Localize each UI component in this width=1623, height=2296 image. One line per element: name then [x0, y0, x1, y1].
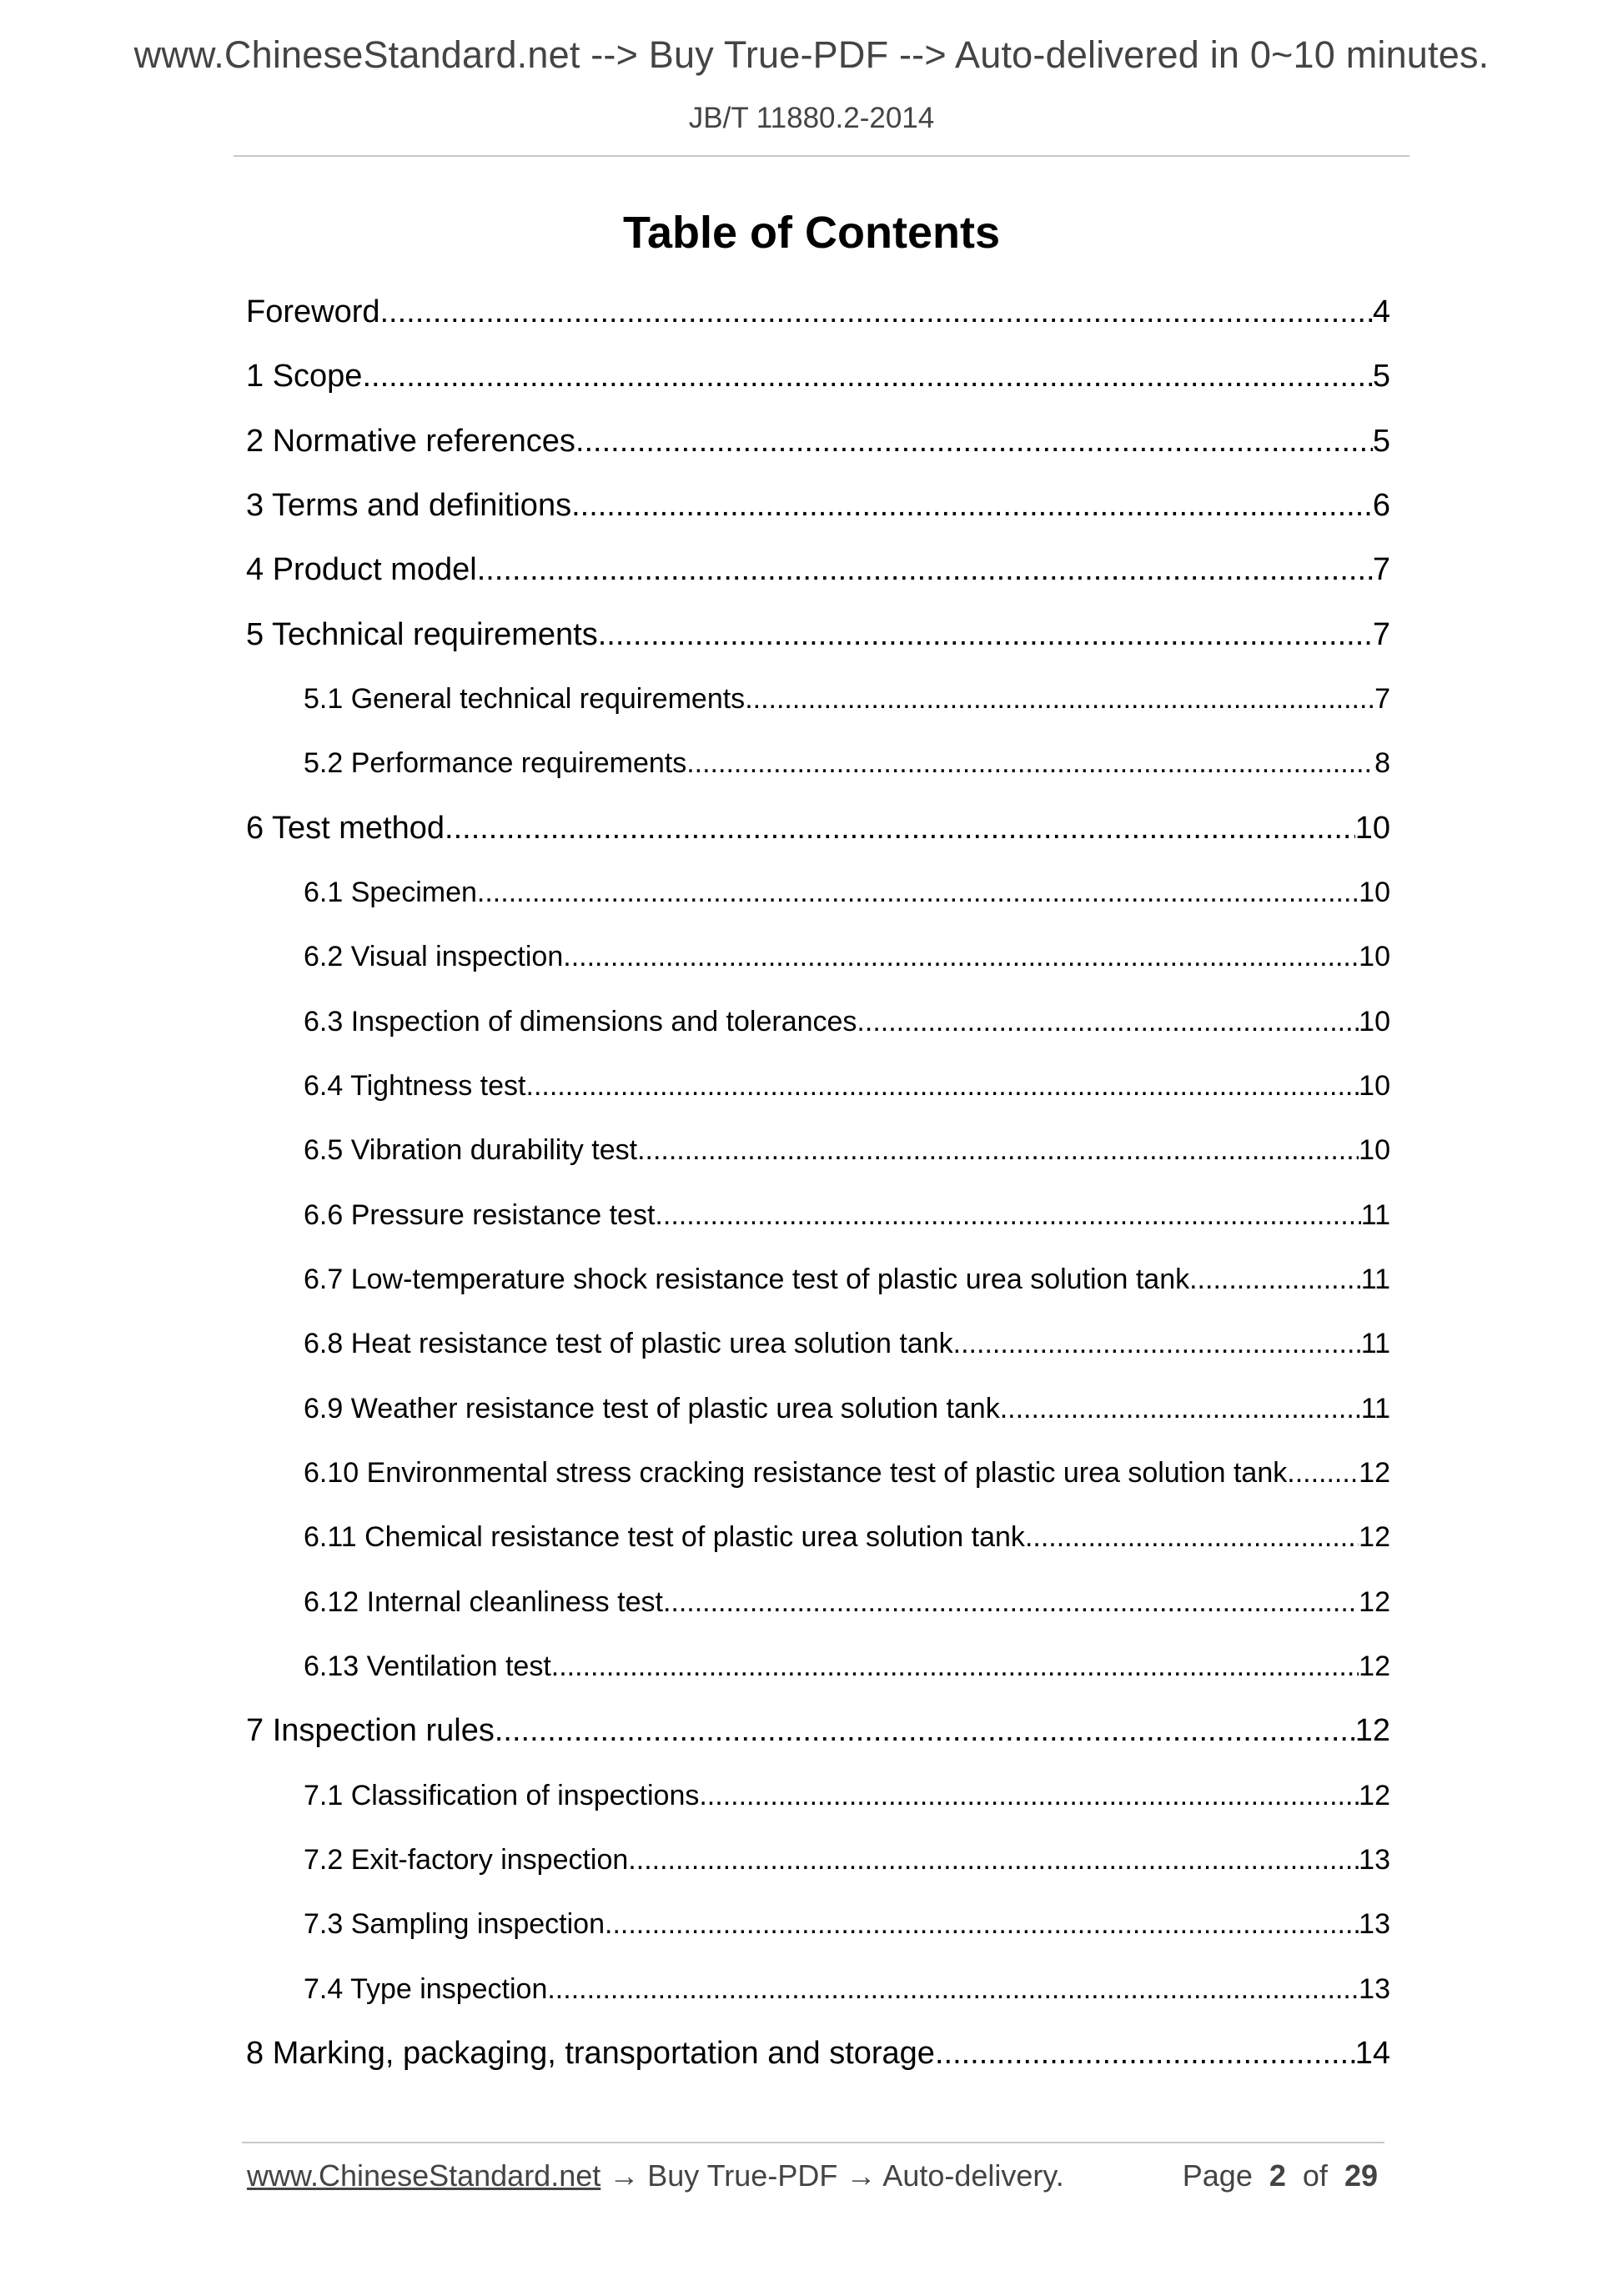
toc-entry[interactable] — [246, 1699, 1390, 1763]
toc-entry[interactable] — [246, 796, 1390, 861]
toc-entry-label: 6.4 Tightness test — [304, 1069, 526, 1102]
toc-page-number: 13 — [1359, 1972, 1390, 2005]
toc-dot-leader — [655, 1183, 1360, 1248]
toc-page-number: 13 — [1359, 1843, 1390, 1876]
toc-page-number: 10 — [1359, 876, 1390, 908]
toc-dot-leader — [495, 1699, 1355, 1763]
toc-subentry[interactable] — [246, 1957, 1390, 2022]
toc-entry[interactable] — [246, 474, 1390, 538]
toc-dot-leader — [445, 796, 1355, 861]
toc-entry-label: 7.1 Classification of inspections — [304, 1779, 700, 1811]
toc-dot-leader — [551, 1635, 1359, 1699]
page-indicator — [1183, 2158, 1378, 2193]
toc-entry-label: 7.3 Sampling inspection — [304, 1908, 605, 1941]
toc-page-number: 12 — [1359, 1779, 1390, 1811]
toc-subentry[interactable] — [246, 861, 1390, 925]
toc-subentry[interactable] — [246, 731, 1390, 796]
toc-page-number: 10 — [1354, 810, 1390, 846]
toc-dot-leader — [571, 474, 1373, 538]
toc-entry-label: 6.13 Ventilation test — [304, 1650, 551, 1682]
toc-subentry[interactable] — [246, 1054, 1390, 1118]
toc-page-number: 10 — [1359, 1134, 1390, 1167]
toc-page-number: 7 — [1374, 682, 1390, 715]
toc-dot-leader — [686, 731, 1374, 796]
toc-subentry[interactable] — [246, 1248, 1390, 1312]
toc-subentry[interactable] — [246, 1570, 1390, 1635]
footer — [247, 2158, 1378, 2198]
toc-page-number: 11 — [1360, 1392, 1390, 1424]
toc-entry[interactable] — [246, 344, 1390, 409]
toc-page-number: 5 — [1372, 423, 1390, 459]
toc-page-number: 12 — [1354, 1713, 1390, 1749]
toc-entry-label: Foreword — [246, 294, 380, 329]
toc-subentry[interactable] — [246, 1764, 1390, 1828]
toc-entry-label: 6.1 Specimen — [304, 876, 477, 908]
toc-dot-leader — [605, 1892, 1359, 1957]
toc-dot-leader — [628, 1828, 1359, 1892]
toc-dot-leader — [935, 2022, 1355, 2086]
footer-site-link[interactable]: www.ChineseStandard.net — [247, 2158, 601, 2193]
page-label: Page — [1182, 2158, 1253, 2193]
toc-entry-label: 1 Scope — [246, 359, 363, 394]
toc-entry-label: 6.2 Visual inspection — [304, 941, 564, 973]
toc-dot-leader — [477, 861, 1359, 925]
toc-entry-label: 6.8 Heat resistance test of plastic urea solution tank — [304, 1328, 953, 1360]
toc-entry-label: 6.6 Pressure resistance test — [304, 1198, 656, 1231]
toc-entry[interactable] — [246, 280, 1390, 344]
page-title: Table of Contents — [623, 208, 1000, 258]
toc-page-number: 5 — [1372, 359, 1390, 394]
toc-subentry[interactable] — [246, 990, 1390, 1054]
toc-page-number: 7 — [1372, 552, 1390, 588]
toc-dot-leader — [526, 1054, 1359, 1118]
toc-entry-label: 5.1 General technical requirements — [304, 682, 746, 715]
toc-entry-label: 7.4 Type inspection — [304, 1972, 548, 2005]
toc-dot-leader — [598, 603, 1373, 667]
toc-dot-leader — [380, 280, 1373, 344]
toc-dot-leader — [857, 990, 1359, 1054]
footer-left — [247, 2158, 1064, 2193]
toc-entry-label: 6.5 Vibration durability test — [304, 1134, 638, 1167]
toc-page-number: 12 — [1359, 1456, 1390, 1489]
toc-entry-label: 6 Test method — [246, 810, 445, 846]
toc-entry[interactable] — [246, 538, 1390, 602]
toc-entry[interactable] — [246, 409, 1390, 474]
banner-text: www.ChineseStandard.net --> Buy True-PDF --> Auto-delivered in 0~10 minutes. — [133, 33, 1490, 76]
toc-entry-label: 7.2 Exit-factory inspection — [304, 1843, 629, 1876]
toc-entry-label: 2 Normative references — [246, 423, 575, 459]
toc-entry-label: 4 Product model — [246, 552, 477, 588]
toc-dot-leader — [699, 1764, 1359, 1828]
toc-entry-label: 6.12 Internal cleanliness test — [304, 1585, 663, 1618]
toc-page-number: 10 — [1359, 1005, 1390, 1037]
toc-entry-label: 7 Inspection rules — [246, 1713, 495, 1749]
toc-subentry[interactable] — [246, 1828, 1390, 1892]
toc-page-number: 12 — [1359, 1585, 1390, 1618]
page-current: 2 — [1269, 2158, 1286, 2193]
toc-dot-leader — [547, 1957, 1359, 2022]
toc-entry-label: 5 Technical requirements — [246, 616, 598, 652]
toc-page-number: 11 — [1360, 1328, 1390, 1360]
toc-entry-label: 6.9 Weather resistance test of plastic urea solution tank. — [304, 1392, 1008, 1424]
toc-page-number: 11 — [1360, 1263, 1390, 1295]
toc-subentry[interactable] — [246, 1183, 1390, 1248]
toc-page-number: 11 — [1360, 1198, 1390, 1231]
toc-page-number: 10 — [1359, 941, 1390, 973]
toc-subentry[interactable] — [246, 1505, 1390, 1570]
toc-entry-label: 6.10 Environmental stress cracking resistance test of plastic urea solution tank — [304, 1456, 1288, 1489]
toc-dot-leader — [563, 925, 1359, 989]
toc-dot-leader — [477, 538, 1373, 602]
document-code: JB/T 11880.2-2014 — [688, 102, 935, 134]
toc-entry-label: 8 Marking, packaging, transportation and storage — [246, 2035, 935, 2071]
toc-entry-label: 5.2 Performance requirements — [304, 747, 687, 780]
toc-entry-label: 6.7 Low-temperature shock resistance test of plastic urea solution tank — [304, 1263, 1190, 1295]
toc-entry-label: 6.3 Inspection of dimensions and tolerances — [304, 1005, 857, 1037]
toc-page-number: 4 — [1372, 294, 1390, 329]
table-of-contents — [246, 280, 1390, 2086]
footer-tagline: → Buy True-PDF → Auto-delivery. — [600, 2158, 1064, 2193]
toc-dot-leader — [1007, 1377, 1361, 1441]
toc-dot-leader — [362, 344, 1372, 409]
toc-page-number: 8 — [1374, 747, 1390, 780]
header-divider — [234, 155, 1409, 157]
footer-divider — [242, 2142, 1384, 2143]
toc-subentry[interactable] — [246, 1441, 1390, 1505]
toc-subentry[interactable] — [246, 1892, 1390, 1957]
toc-dot-leader — [953, 1312, 1361, 1376]
toc-dot-leader — [663, 1570, 1359, 1635]
toc-subentry[interactable] — [246, 1118, 1390, 1183]
toc-entry-label: 6.11 Chemical resistance test of plastic urea solution tank — [304, 1521, 1025, 1554]
toc-dot-leader — [575, 409, 1373, 474]
toc-page-number: 12 — [1359, 1521, 1390, 1554]
toc-dot-leader — [1287, 1441, 1359, 1505]
toc-page-number: 12 — [1359, 1650, 1390, 1682]
toc-subentry[interactable] — [246, 1312, 1390, 1376]
toc-page-number: 13 — [1359, 1908, 1390, 1941]
toc-dot-leader — [637, 1118, 1359, 1183]
toc-page-number: 7 — [1372, 616, 1390, 652]
toc-page-number: 14 — [1354, 2035, 1390, 2071]
toc-page-number: 10 — [1359, 1069, 1390, 1102]
toc-subentry[interactable] — [246, 925, 1390, 989]
toc-subentry[interactable] — [246, 1635, 1390, 1699]
toc-entry-label: 3 Terms and definitions — [246, 487, 572, 523]
toc-dot-leader — [745, 667, 1374, 731]
toc-dot-leader — [1189, 1248, 1361, 1312]
page-of-label: of — [1302, 2158, 1328, 2193]
toc-dot-leader — [1025, 1505, 1359, 1570]
toc-page-number: 6 — [1372, 487, 1390, 523]
toc-entry[interactable] — [246, 603, 1390, 667]
toc-entry[interactable] — [246, 2022, 1390, 2086]
page-total: 29 — [1344, 2158, 1378, 2193]
toc-subentry[interactable] — [246, 667, 1390, 731]
toc-subentry[interactable] — [246, 1377, 1390, 1441]
